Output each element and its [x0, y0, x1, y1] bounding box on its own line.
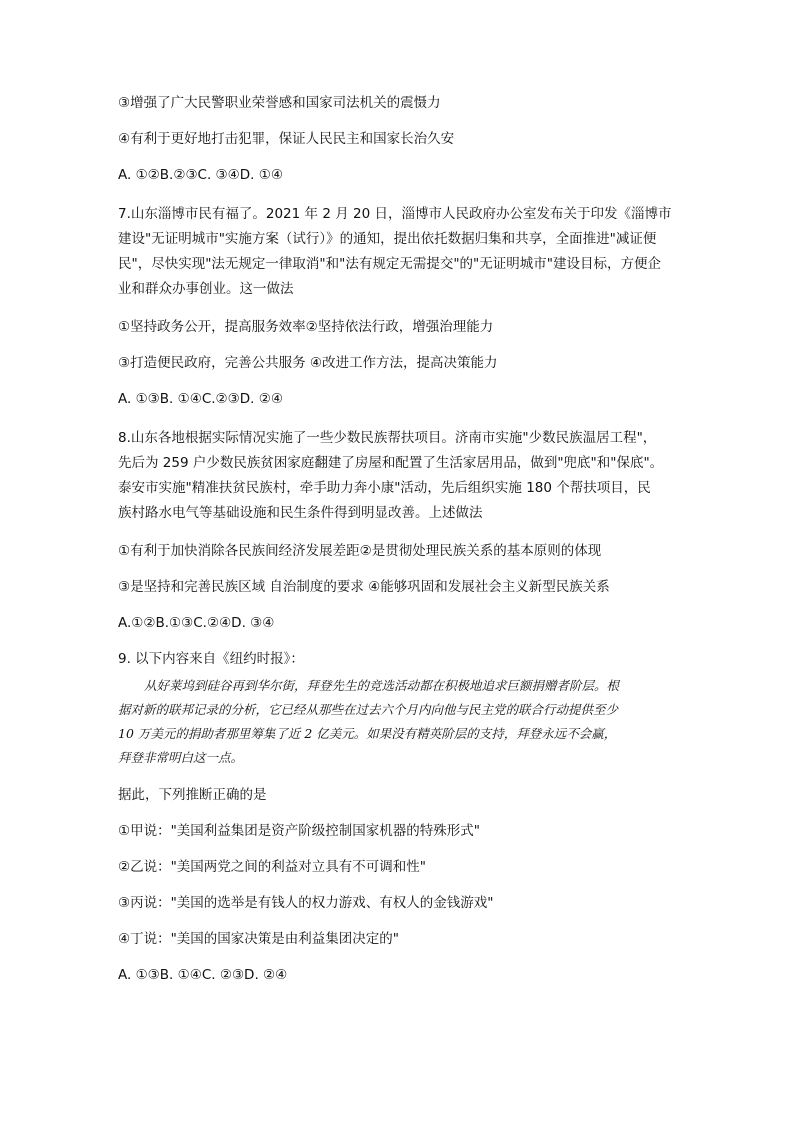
q8-options-1-2: ①有利于加快消除各民族间经济发展差距②是贯彻处理民族关系的基本原则的体现: [118, 543, 602, 559]
q9-option-2: ②乙说："美国两党之间的利益对立具有不可调和性": [118, 859, 427, 875]
q9-answer-choices: A. ①③B. ①④C. ②③D. ②④: [118, 967, 288, 983]
q8-options-3-4: ③是坚持和完善民族区域 自治制度的要求 ④能够巩固和发展社会主义新型民族关系: [118, 579, 610, 595]
q7-stem-line: 民"，尽快实现"法无规定一律取消"和"法有规定无需提交"的"无证明城市"建设目标，方便企: [118, 256, 661, 272]
q6-answer-choices: A. ①②B.②③C. ③④D. ①④: [118, 167, 283, 183]
q8-answer-choices: A.①②B.①③C.②④D. ③④: [118, 615, 275, 631]
quote-line: 从好莱坞到硅谷再到华尔街，拜登先生的竞选活动都在积极地追求巨额捐赠者阶层。根: [144, 678, 620, 693]
question-7: [118, 202, 678, 410]
q9-stem: 9. 以下内容来自《纽约时报》：: [118, 651, 304, 667]
q8-stem-line: 泰安市实施"精准扶贫民族村，牵手助力奔小康"活动，先后组织实施 180 个帮扶项目，民: [118, 480, 651, 496]
question-9: [118, 648, 678, 986]
q8-stem-line: 族村路水电气等基础设施和民生条件得到明显改善。上述做法: [118, 505, 483, 521]
q9-lead: 据此，下列推断正确的是: [118, 787, 267, 803]
q6-option-3: ③增强了广大民警职业荣誉感和国家司法机关的震慑力: [118, 95, 441, 111]
q8-stem-line: 先后为 259 户少数民族贫困家庭翻建了房屋和配置了生活家居用品，做到"兜底"和"保底"。: [118, 455, 664, 471]
q9-option-4: ④丁说："美国的国家决策是由利益集团决定的": [118, 931, 400, 947]
quote-line: 拜登非常明白这一点。: [118, 750, 244, 765]
quote-line: 10 万美元的捐助者那里筹集了近 2 亿美元。如果没有精英阶层的支持，拜登永远不会赢，: [118, 726, 617, 741]
q9-option-1: ①甲说："美国利益集团是资产阶级控制国家机器的特殊形式": [118, 823, 481, 839]
question-8: [118, 426, 678, 634]
quote-line: 据对新的联邦记录的分析，它已经从那些在过去六个月内向他与民主党的联合行动提供至少: [118, 702, 619, 717]
q8-stem-line: 8.山东各地根据实际情况实施了一些少数民族帮扶项目。济南市实施"少数民族温居工程"，: [118, 430, 657, 446]
q7-options-3-4: ③打造便民政府，完善公共服务 ④改进工作方法，提高决策能力: [118, 355, 498, 371]
q7-options-1-2: ①坚持政务公开，提高服务效率②坚持依法行政，增强治理能力: [118, 319, 494, 335]
q7-answer-choices: A. ①③B. ①④C.②③D. ②④: [118, 391, 283, 407]
document-page: [118, 92, 678, 986]
q9-option-3: ③丙说："美国的选举是有钱人的权力游戏、有权人的金钱游戏": [118, 895, 494, 911]
q7-stem-line: 业和群众办事创业。这一做法: [118, 281, 294, 297]
nyt-quote-block: [118, 674, 678, 770]
q7-stem-line: 建设"无证明城市"实施方案（试行）》的通知，提出依托数据归集和共享，全面推进"减证便: [118, 231, 657, 247]
q6-option-4: ④有利于更好地打击犯罪，保证人民民主和国家长治久安: [118, 131, 455, 147]
q7-stem-line: 7.山东淄博市民有福了。2021 年 2 月 20 日，淄博市人民政府办公室发布关于印发《淄博市: [118, 206, 672, 222]
